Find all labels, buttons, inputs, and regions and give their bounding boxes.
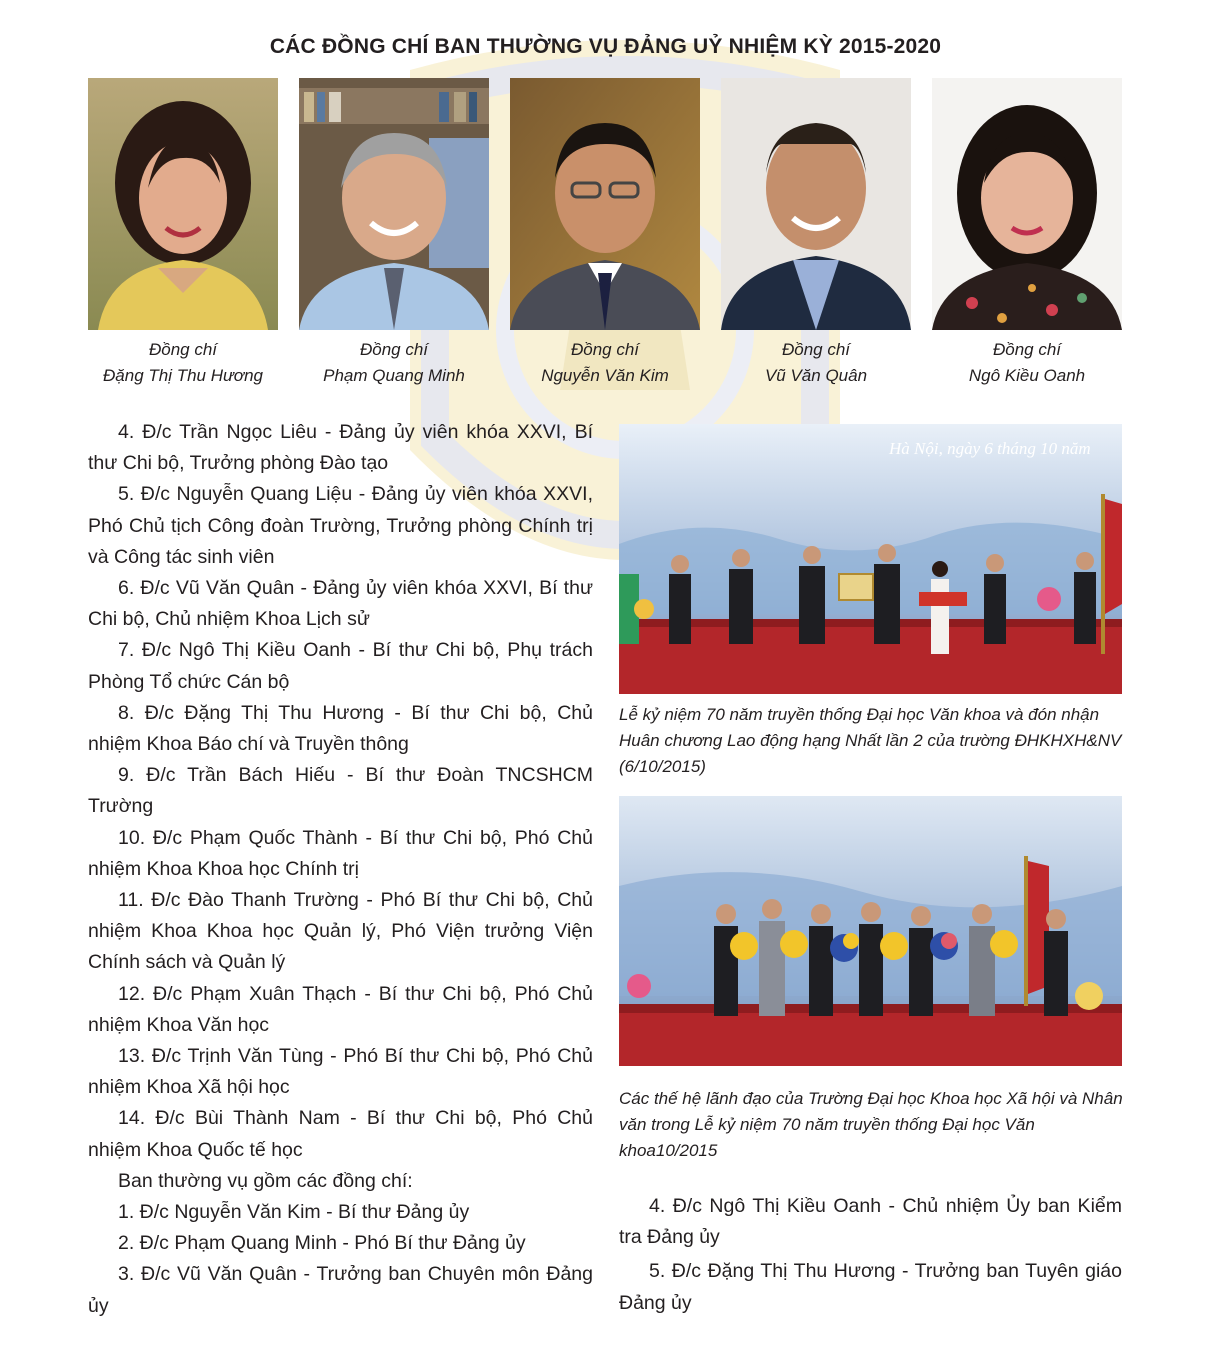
portrait-name: Phạm Quang Minh xyxy=(323,366,465,385)
portrait-label: Đồng chí xyxy=(992,340,1062,359)
list-item: 4. Đ/c Ngô Thị Kiều Oanh - Chủ nhiệm Ủy ban Kiểm tra Đảng ủy xyxy=(619,1195,1122,1249)
list-item: 2. Đ/c Phạm Quang Minh - Phó Bí thư Đảng ủy xyxy=(118,1232,526,1255)
section-heading: Ban thường vụ gồm các đồng chí: xyxy=(118,1169,413,1192)
list-item: 8. Đ/c Đặng Thị Thu Hương - Bí thư Chi bộ, Chủ nhiệm Khoa Báo chí và Truyền thông xyxy=(88,701,593,756)
list-item: 13. Đ/c Trịnh Văn Tùng - Phó Bí thư Chi bộ, Phó Chủ nhiệm Khoa Xã hội học xyxy=(88,1045,593,1099)
list-item: 5. Đ/c Đặng Thị Thu Hương - Trưởng ban Tuyên giáo Đảng ủy xyxy=(619,1260,1122,1314)
list-item: 11. Đ/c Đào Thanh Trường - Phó Bí thư Chi bộ, Chủ nhiệm Khoa Khoa học Quản lý, Phó Viện trưởng Viện Chính sách và Quản lý xyxy=(88,889,593,974)
photo-caption-1: Lễ kỷ niệm 70 năm truyền thống Đại học Văn khoa và đón nhận Huân chương Lao động hạng Nhất lần 2 của trường ĐHKHXH&NV (6/10/2015) xyxy=(619,705,1122,776)
portrait-name: Nguyễn Văn Kim xyxy=(541,366,669,385)
portrait-label: Đồng chí xyxy=(781,340,851,359)
ceremony-photo-1 xyxy=(619,424,1122,694)
portrait-photo xyxy=(88,78,278,330)
list-item: 12. Đ/c Phạm Xuân Thạch - Bí thư Chi bộ, Phó Chủ nhiệm Khoa Văn học xyxy=(88,982,593,1036)
portrait-label: Đồng chí xyxy=(148,340,218,359)
photo-caption-2: Các thế hệ lãnh đạo của Trường Đại học Khoa học Xã hội và Nhân văn trong Lễ kỷ niệm 70 năm truyền thống Đại học Văn khoa10/2015 xyxy=(619,1089,1123,1160)
portrait-card-4 xyxy=(721,78,911,389)
list-item: 14. Đ/c Bùi Thành Nam - Bí thư Chi bộ, Phó Chủ nhiệm Khoa Quốc tế học xyxy=(88,1107,593,1161)
list-item: 1. Đ/c Nguyễn Văn Kim - Bí thư Đảng ủy xyxy=(118,1201,470,1224)
list-item: 4. Đ/c Trần Ngọc Liêu - Đảng ủy viên khóa XXVI, Bí thư Chi bộ, Trưởng phòng Đào tạo xyxy=(88,421,593,475)
portrait-card-2 xyxy=(299,78,489,389)
portrait-card-5 xyxy=(932,78,1122,389)
list-item: 9. Đ/c Trần Bách Hiếu - Bí thư Đoàn TNCSHCM Trường xyxy=(88,764,593,818)
list-item: 3. Đ/c Vũ Văn Quân - Trưởng ban Chuyên môn Đảng ủy xyxy=(88,1263,593,1317)
portrait-photo xyxy=(932,78,1122,330)
portrait-name: Vũ Văn Quân xyxy=(764,366,868,385)
ceremony-photo-2 xyxy=(619,796,1122,1066)
list-item: 5. Đ/c Nguyễn Quang Liệu - Đảng ủy viên khóa XXVI, Phó Chủ tịch Công đoàn Trường, Trưởng phòng Chính trị và Công tác sinh viên xyxy=(88,483,593,568)
banner-text: Hà Nội, ngày 6 tháng 10 năm xyxy=(889,439,1091,458)
portrait-card-3 xyxy=(510,78,700,389)
portrait-name: Ngô Kiều Oanh xyxy=(968,366,1086,385)
page-title: CÁC ĐỒNG CHÍ BAN THƯỜNG VỤ ĐẢNG UỶ NHIỆM KỲ 2015-2020 xyxy=(269,35,942,58)
list-item: 10. Đ/c Phạm Quốc Thành - Bí thư Chi bộ, Phó Chủ nhiệm Khoa Khoa học Chính trị xyxy=(88,826,593,880)
portrait-photo xyxy=(721,78,911,330)
member-list-right xyxy=(619,1191,1122,1322)
list-item: 7. Đ/c Ngô Thị Kiều Oanh - Bí thư Chi bộ, Phụ trách Phòng Tổ chức Cán bộ xyxy=(88,639,593,693)
portrait-card-1 xyxy=(88,78,278,389)
portrait-photo xyxy=(510,78,700,330)
list-item: 6. Đ/c Vũ Văn Quân - Đảng ủy viên khóa XXVI, Bí thư Chi bộ, Chủ nhiệm Khoa Lịch sử xyxy=(88,577,593,631)
portrait-label: Đồng chí xyxy=(359,340,429,359)
portrait-label: Đồng chí xyxy=(570,340,640,359)
member-list-left xyxy=(88,417,593,1322)
portrait-photo xyxy=(299,78,489,330)
portrait-name: Đặng Thị Thu Hương xyxy=(103,366,263,385)
